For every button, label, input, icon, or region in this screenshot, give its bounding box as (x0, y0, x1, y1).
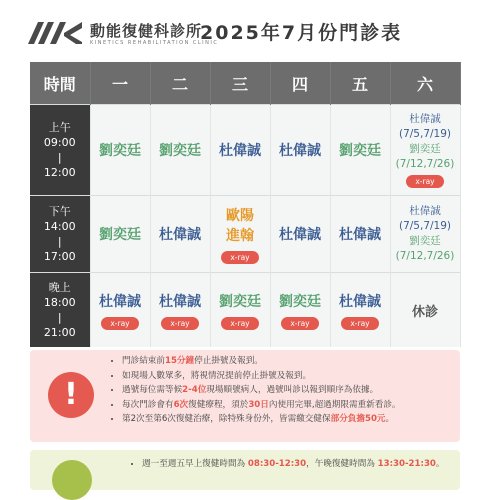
doctor-name: 杜偉誠 (279, 143, 321, 159)
hours-list (130, 457, 445, 469)
header-wed: 三 (210, 62, 270, 105)
header-tue: 二 (150, 62, 210, 105)
notice-item: • 門診結束前15分鐘停止掛號及報到。 (122, 354, 467, 369)
exclamation-circle-icon: ! (48, 372, 94, 418)
doctor-name: 杜偉誠 (219, 143, 261, 159)
clinic-subtitle: KINETICS REHABILITATION CLINIC (90, 40, 219, 46)
time-label: 上午 (48, 121, 71, 134)
xray-badge: x-ray (281, 317, 318, 330)
xray-badge: x-ray (406, 175, 443, 188)
time-cell-morning (30, 105, 90, 196)
xray-badge: x-ray (221, 317, 258, 330)
time-end: 17:00 (43, 250, 76, 263)
doctor-name: 杜偉誠 (99, 293, 141, 310)
header (0, 0, 480, 62)
doctor-name: 杜偉誠 (339, 227, 381, 243)
time-cell-evening (30, 273, 90, 348)
saturday-cell-morning (390, 105, 460, 196)
doctor-name: 杜偉誠 (409, 205, 441, 217)
date-range: (7/5,7/19) (398, 220, 451, 232)
time-separator: | (57, 151, 62, 164)
doctor-name: 歐陽 (226, 207, 254, 224)
xray-badge: x-ray (161, 317, 198, 330)
schedule-table (30, 62, 461, 347)
date-range: (7/12,7/26) (395, 250, 455, 262)
header-fri: 五 (330, 62, 390, 105)
notice-item: • 過號每位需等候2-4位現場順號病人，過號叫診以報到順序為依據。 (122, 383, 467, 398)
hours-box (30, 450, 460, 490)
time-end: 21:00 (43, 326, 76, 339)
time-cell-afternoon (30, 196, 90, 273)
clock-icon (52, 460, 92, 500)
time-end: 12:00 (43, 166, 76, 179)
table-row-morning (30, 105, 460, 196)
header-time: 時間 (30, 62, 90, 105)
notice-box (30, 350, 460, 442)
doctor-name: 杜偉誠 (409, 112, 441, 125)
time-start: 14:00 (43, 220, 76, 233)
xray-badge: x-ray (101, 317, 138, 330)
time-separator: | (57, 311, 62, 324)
time-start: 18:00 (43, 296, 76, 309)
doctor-name: 劉奕廷 (99, 143, 141, 159)
hours-item: • 週一至週五早上復健時間為 08:30-12:30，午晚復健時間為 13:30-21:30。 (142, 457, 445, 469)
xray-badge: x-ray (341, 317, 378, 330)
notice-item: • 如現場人數眾多，將視情況提前停止掛號及報到。 (122, 369, 467, 384)
doctor-name: 劉奕廷 (409, 142, 441, 155)
table-row-afternoon (30, 196, 460, 273)
doctor-name: 杜偉誠 (279, 227, 321, 243)
saturday-cell-afternoon (390, 196, 460, 273)
table-row-evening (30, 273, 460, 348)
xray-badge: x-ray (221, 251, 258, 264)
closed-label: 休診 (411, 304, 438, 320)
doctor-name: 杜偉誠 (159, 227, 201, 243)
header-mon: 一 (90, 62, 150, 105)
table-header-row (30, 62, 460, 105)
date-range: (7/5,7/19) (398, 127, 451, 140)
doctor-name: 劉奕廷 (339, 143, 381, 159)
page-title: 2025年7月份門診表 (200, 22, 403, 44)
doctor-name: 杜偉誠 (339, 293, 381, 310)
notice-item: • 每次門診會有6次復健療程，須於30日內使用完畢,超過期限需重新看診。 (122, 398, 467, 413)
wed-afternoon-cell (210, 196, 270, 273)
doctor-name: 劉奕廷 (159, 143, 201, 159)
header-sat: 六 (390, 62, 460, 105)
doctor-name: 劉奕廷 (99, 227, 141, 243)
time-label: 下午 (48, 205, 71, 218)
header-thu: 四 (270, 62, 330, 105)
time-separator: | (57, 235, 62, 248)
clinic-name: 動能復健科診所 (90, 22, 203, 40)
doctor-name: 杜偉誠 (159, 293, 201, 310)
doctor-name-line2: 進翰 (226, 227, 254, 244)
kinetics-logo (28, 20, 86, 46)
notice-list (110, 354, 467, 427)
doctor-name: 劉奕廷 (409, 235, 441, 247)
notice-item: • 第2次至第6次復健治療，除特殊身份外，皆需繳交健保部分負擔50元。 (122, 412, 467, 427)
time-start: 09:00 (43, 136, 76, 149)
doctor-name: 劉奕廷 (219, 293, 261, 310)
doctor-name: 劉奕廷 (279, 293, 321, 310)
time-label: 晚上 (48, 281, 71, 294)
date-range: (7/12,7/26) (395, 157, 455, 170)
